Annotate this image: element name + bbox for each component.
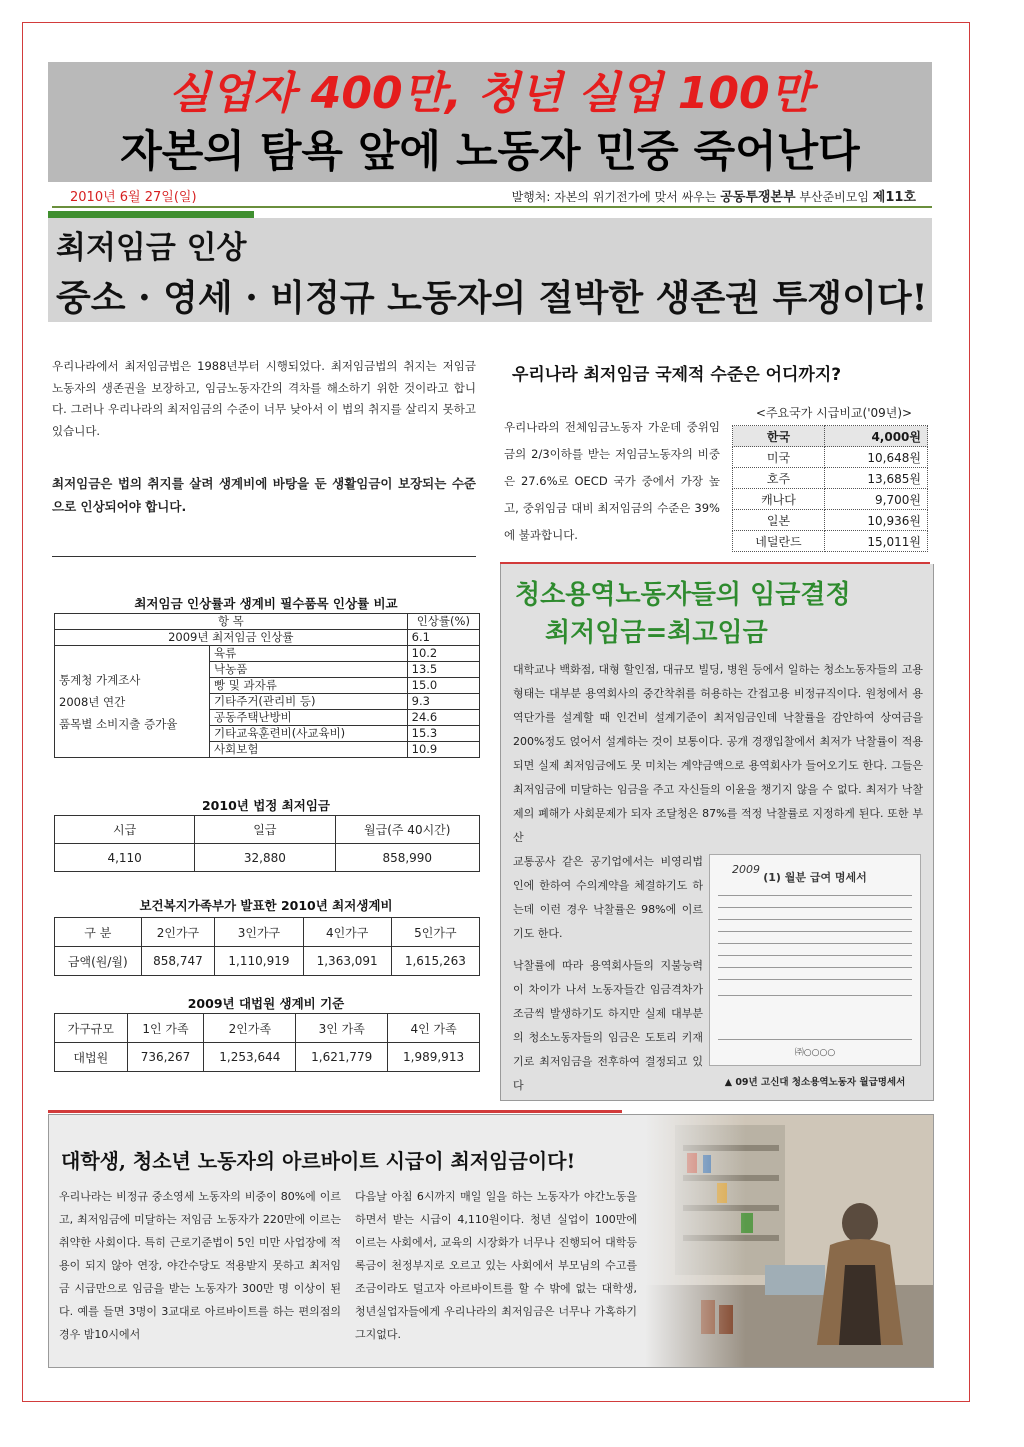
payslip-year: 2009 — [732, 863, 760, 876]
divider — [52, 556, 476, 557]
headline-black: 자본의 탐욕 앞에 노동자 민중 죽어난다 — [120, 127, 860, 177]
header-cell: 가구규모 — [55, 1014, 128, 1043]
publisher-info — [512, 186, 916, 205]
section-subheading: 최저임금 인상 — [56, 230, 247, 266]
section-banner — [48, 218, 932, 322]
header-cell: 1인 가족 — [127, 1014, 204, 1043]
item-name: 육류 — [210, 646, 408, 662]
table-row — [55, 630, 480, 646]
payslip-title: (1) 월분 급여 명세서 — [763, 871, 867, 884]
header-cell: 월급(주 40시간) — [335, 816, 480, 844]
value-cell: 1,253,644 — [204, 1043, 296, 1072]
table-row — [733, 531, 928, 552]
cleaning-title-line2: 최저임금=최고임금 — [545, 618, 768, 648]
value-cell: 1,989,913 — [388, 1043, 480, 1072]
country-cell: 한국 — [733, 426, 825, 447]
table-row — [55, 614, 480, 630]
header-cell: 4인가구 — [303, 918, 391, 947]
table3-caption: 보건복지가족부가 발표한 2010년 최저생계비 — [139, 898, 393, 913]
payslip-rule — [718, 907, 912, 908]
part-time-column-2: 다음날 아침 6시까지 매일 일을 하는 노동자가 야간노동을 하면서 받는 시급이 4,110원이다. 청년 실업이 100만에 이르는 사회에서, 교육의 시장화가 너무나 진행되어 대학등록금이 천정부지로 오르고 있는 사회에서 부모님의 수고를 조금이라도 덜고자 아르바이트를 할 수 밖에 없는 대학생, 청년실업자들에게 우리나라의 최저임금은 너무나 가혹하기 그지없다. — [355, 1190, 637, 1341]
table-row — [733, 468, 928, 489]
payslip-rule — [718, 943, 912, 944]
section-heading: 중소 · 영세 · 비정규 노동자의 절박한 생존권 투쟁이다! — [56, 277, 928, 319]
item-value: 10.9 — [407, 742, 479, 758]
header-cell: 4인 가족 — [388, 1014, 480, 1043]
header-cell: 2인가족 — [204, 1014, 296, 1043]
legal-min-wage-table — [54, 815, 480, 872]
value-cell: 대법원 — [55, 1043, 128, 1072]
payslip-rule — [718, 895, 912, 896]
country-cell: 호주 — [733, 468, 825, 489]
country-cell: 미국 — [733, 447, 825, 468]
row-label: 2009년 최저임금 인상률 — [55, 630, 408, 646]
payslip-footer: ㈜○○○○ — [794, 1048, 836, 1058]
value-cell: 1,621,779 — [296, 1043, 388, 1072]
row-value: 6.1 — [407, 630, 479, 646]
item-name: 기타주거(관리비 등) — [210, 694, 408, 710]
cleaning-paragraph: 교통공사 같은 공기업에서는 비영리법인에 한하여 수의계약을 체결하기도 하는데 이런 경우 낙찰률은 98%에 이르기도 한다. — [513, 855, 703, 940]
payslip-rule — [718, 967, 912, 968]
part-time-section — [48, 1114, 934, 1368]
value-cell: 4,110 — [55, 844, 195, 872]
convenience-store-photo — [645, 1115, 933, 1367]
payslip-rule — [718, 1039, 912, 1040]
header-cell: 인상률(%) — [407, 614, 479, 630]
header-cell: 일급 — [195, 816, 335, 844]
wage-cell: 4,000원 — [824, 426, 927, 447]
publisher-suffix: 부산준비모임 — [799, 190, 869, 204]
value-cell: 736,267 — [127, 1043, 204, 1072]
table-row — [55, 1043, 480, 1072]
country-cell: 일본 — [733, 510, 825, 531]
country-cell: 캐나다 — [733, 489, 825, 510]
wage-cell: 13,685원 — [824, 468, 927, 489]
header-cell: 3인 가족 — [296, 1014, 388, 1043]
payslip-rule — [718, 931, 912, 932]
intro-bold-paragraph: 최저임금은 법의 취지를 살려 생계비에 바탕을 둔 생활임금이 보장되는 수준으로 인상되어야 합니다. — [52, 476, 476, 514]
red-divider — [48, 1110, 622, 1113]
item-value: 9.3 — [407, 694, 479, 710]
group-label-line: 2008년 연간 — [59, 694, 126, 709]
intl-paragraph: 우리나라의 전체임금노동자 가운데 중위임금의 2/3이하를 받는 저임금노동자의 비중은 27.6%로 OECD 국가 중에서 가장 높고, 중위임금 대비 최저임금의 수준은 39%에 불과합니다. — [504, 420, 720, 542]
table-row — [55, 844, 480, 872]
country-cell: 네덜란드 — [733, 531, 825, 552]
wage-cell: 10,648원 — [824, 447, 927, 468]
value-cell: 1,110,919 — [215, 947, 303, 976]
table-row — [733, 489, 928, 510]
min-living-cost-table — [54, 917, 480, 976]
payslip-rule — [718, 979, 912, 980]
item-value: 24.6 — [407, 710, 479, 726]
payslip-rule — [718, 955, 912, 956]
value-cell: 32,880 — [195, 844, 335, 872]
value-cell: 858,747 — [141, 947, 215, 976]
table-row — [55, 1014, 480, 1043]
table-row — [55, 816, 480, 844]
supreme-court-cost-table — [54, 1013, 480, 1072]
item-value: 13.5 — [407, 662, 479, 678]
value-cell: 858,990 — [335, 844, 480, 872]
masthead — [48, 62, 932, 182]
payslip-rule — [718, 995, 912, 996]
table-row — [55, 918, 480, 947]
issue-number: 제11호 — [872, 190, 916, 205]
green-accent-bar — [48, 211, 254, 218]
header-cell: 구 분 — [55, 918, 142, 947]
table-row — [55, 947, 480, 976]
item-value: 10.2 — [407, 646, 479, 662]
group-label-line: 품목별 소비지출 증가율 — [59, 716, 178, 731]
issue-date: 2010년 6월 27일(일) — [70, 190, 197, 205]
group-label-line: 통계청 가계조사 — [59, 672, 141, 687]
header-cell: 3인가구 — [215, 918, 303, 947]
table-row — [733, 426, 928, 447]
table-row — [55, 646, 480, 662]
increase-rate-table — [54, 613, 480, 758]
value-cell: 1,615,263 — [391, 947, 479, 976]
cleaning-title-line1: 청소용역노동자들의 임금결정 — [515, 580, 851, 610]
table2-caption: 2010년 법정 최저임금 — [201, 798, 331, 813]
group-label — [55, 646, 210, 758]
intl-wage-table — [732, 425, 928, 552]
item-name: 빵 및 과자류 — [210, 678, 408, 694]
intl-table-caption: <주요국가 시급비교('09년)> — [755, 406, 913, 420]
cleaning-workers-box — [500, 564, 934, 1101]
value-cell: 1,363,091 — [303, 947, 391, 976]
header-cell: 항 목 — [55, 614, 408, 630]
part-time-column-1: 우리나라는 비정규 중소영세 노동자의 비중이 80%에 이르고, 최저임금에 미달하는 저임금 노동자가 220만에 이르는 취약한 사회이다. 특히 근로기준법이 5인 미만 사업장에 적용이 되지 않아 연장, 야간수당도 적용받지 못하고 최저임금 시급만으로 임금을 받는 노동자가 300만 명 이상이 된다. 예를 들면 3명이 3교대로 아르바이트를 하는 편의점의 경우 밤10시에서 — [59, 1190, 341, 1341]
cleaning-paragraph: 낙찰률에 따라 용역회사들의 지불능력이 차이가 나서 노동자들간 임금격차가 조금씩 발생하기도 하지만 실제 대부분의 청소노동자들의 임금은 도토리 키재기로 최저임금을 전후하여 결정되고 있다 — [513, 959, 703, 1092]
wage-cell: 15,011원 — [824, 531, 927, 552]
part-time-title: 대학생, 청소년 노동자의 아르바이트 시급이 최저임금이다! — [61, 1149, 576, 1173]
item-name: 기타교육훈련비(사교육비) — [210, 726, 408, 742]
item-name: 낙농품 — [210, 662, 408, 678]
intl-title: 우리나라 최저임금 국제적 수준은 어디까지? — [512, 365, 842, 385]
item-value: 15.3 — [407, 726, 479, 742]
item-name: 공동주택난방비 — [210, 710, 408, 726]
value-cell: 금액(원/월) — [55, 947, 142, 976]
cleaning-paragraph: 대학교나 백화점, 대형 할인점, 대규모 빌딩, 병원 등에서 일하는 청소노동자들의 고용형태는 대부분 용역회사의 중간착취를 허용하는 간접고용 비정규직이다. 원청에서 용역단가를 설계할 때 인건비 설계기준이 최저임금인데 낙찰률을 감안하여 상여금을 200%정도 얹어서 설계하는 것이 보통이다. 공개 경쟁입찰에서 최저가 낙찰률이 적용되면 실제 최저임금에도 못 미치는 계약금액으로 용역회사가 들어오기도 한다. 그들은 최저임금에 미달하는 임금을 주고 자신들의 이윤을 챙기지 않을 수 없다. 최저가 낙찰제의 폐해가 사회문제가 되자 조달청은 87%를 적정 낙찰률로 지정하게 된다. 또한 부산 — [513, 663, 923, 844]
table4-caption: 2009년 대법원 생계비 기준 — [187, 996, 345, 1011]
publisher-prefix: 발행처: 자본의 위기전가에 맞서 싸우는 — [511, 190, 717, 204]
payslip-rule — [718, 919, 912, 920]
wage-cell: 10,936원 — [824, 510, 927, 531]
intro-paragraph: 우리나라에서 최저임금법은 1988년부터 시행되었다. 최저임금법의 취지는 저임금 노동자의 생존권을 보장하고, 임금노동자간의 격차를 해소하기 위한 것이라고 합니다. 그러나 우리나라의 최저임금의 수준이 너무 낮아서 이 법의 취지를 살리지 못하고 있습니다. — [52, 359, 476, 438]
header-cell: 2인가구 — [141, 918, 215, 947]
wage-cell: 9,700원 — [824, 489, 927, 510]
table1-caption: 최저임금 인상률과 생계비 필수품목 인상률 비교 — [134, 596, 398, 611]
item-name: 사회보험 — [210, 742, 408, 758]
date-line — [52, 184, 932, 208]
publisher-name: 공동투쟁본부 — [720, 190, 796, 205]
header-cell: 5인가구 — [391, 918, 479, 947]
payslip-caption: ▲ 09년 고신대 청소용역노동자 월급명세서 — [724, 1077, 906, 1088]
table-row — [733, 510, 928, 531]
table-row — [733, 447, 928, 468]
item-value: 15.0 — [407, 678, 479, 694]
payslip-image — [709, 854, 921, 1066]
header-cell: 시급 — [55, 816, 195, 844]
headline-red: 실업자 400만, 청년 실업 100만 — [167, 68, 813, 119]
